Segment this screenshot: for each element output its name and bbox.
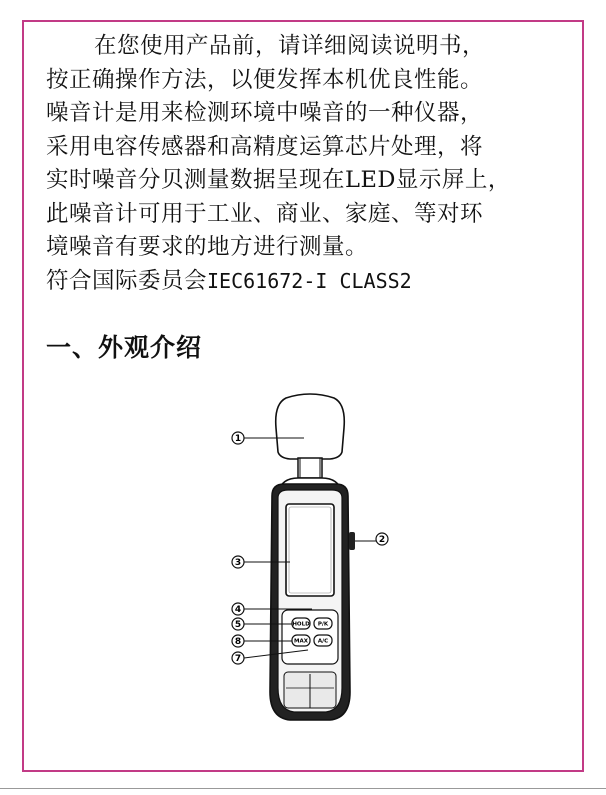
max-button-label: MAX [294,638,308,645]
intro-line: 采用电容传感器和高精度运算芯片处理，将 [46,133,484,160]
callout-1-label: 1 [234,434,242,445]
intro-line: 此噪音计可用于工业、商业、家庭、等对环 [46,200,484,227]
callout-2-label: 2 [378,535,386,546]
intro-line: 实时噪音分贝测量数据呈现在LED显示屏上， [46,167,511,193]
section-title: 一、外观介绍 [46,333,203,362]
intro-line: 噪音计是用来检测环境中噪音的一种仪器， [46,100,484,126]
hold-button-label: HOLD [292,621,310,628]
intro-line: 按正确操作方法，以便发挥本机优良性能。 [46,66,484,93]
microphone-neck [298,458,322,478]
max-button [292,635,310,646]
lcd-screen [286,504,334,596]
hold-button [292,618,310,629]
page-bottom-rule [0,788,606,789]
ac-button [314,635,332,646]
intro-line: 在您使用产品前，请详细阅读说明书， [94,33,486,59]
callout-3-label: 3 [234,558,242,569]
standard-line [46,265,566,299]
pk-button [314,618,332,629]
intro-line: 境噪音有要求的地方进行测量。 [46,234,369,260]
standard-line-text: 符合国际委员会IEC61672-I CLASS2 [46,267,412,294]
callout-7-label: 7 [234,654,242,665]
microphone-windscreen [276,394,345,459]
pk-button-label: P/K [317,621,329,628]
callout-8-label: 8 [234,637,242,648]
callout-5-label: 5 [234,620,242,631]
callout-4-label: 4 [234,605,242,616]
intro-text [46,30,566,298]
side-button [349,532,355,550]
callout-2 [355,533,388,545]
device-illustration [220,392,400,728]
ac-button-label: A/C [317,638,329,645]
noise-meter-drawing [220,392,400,728]
